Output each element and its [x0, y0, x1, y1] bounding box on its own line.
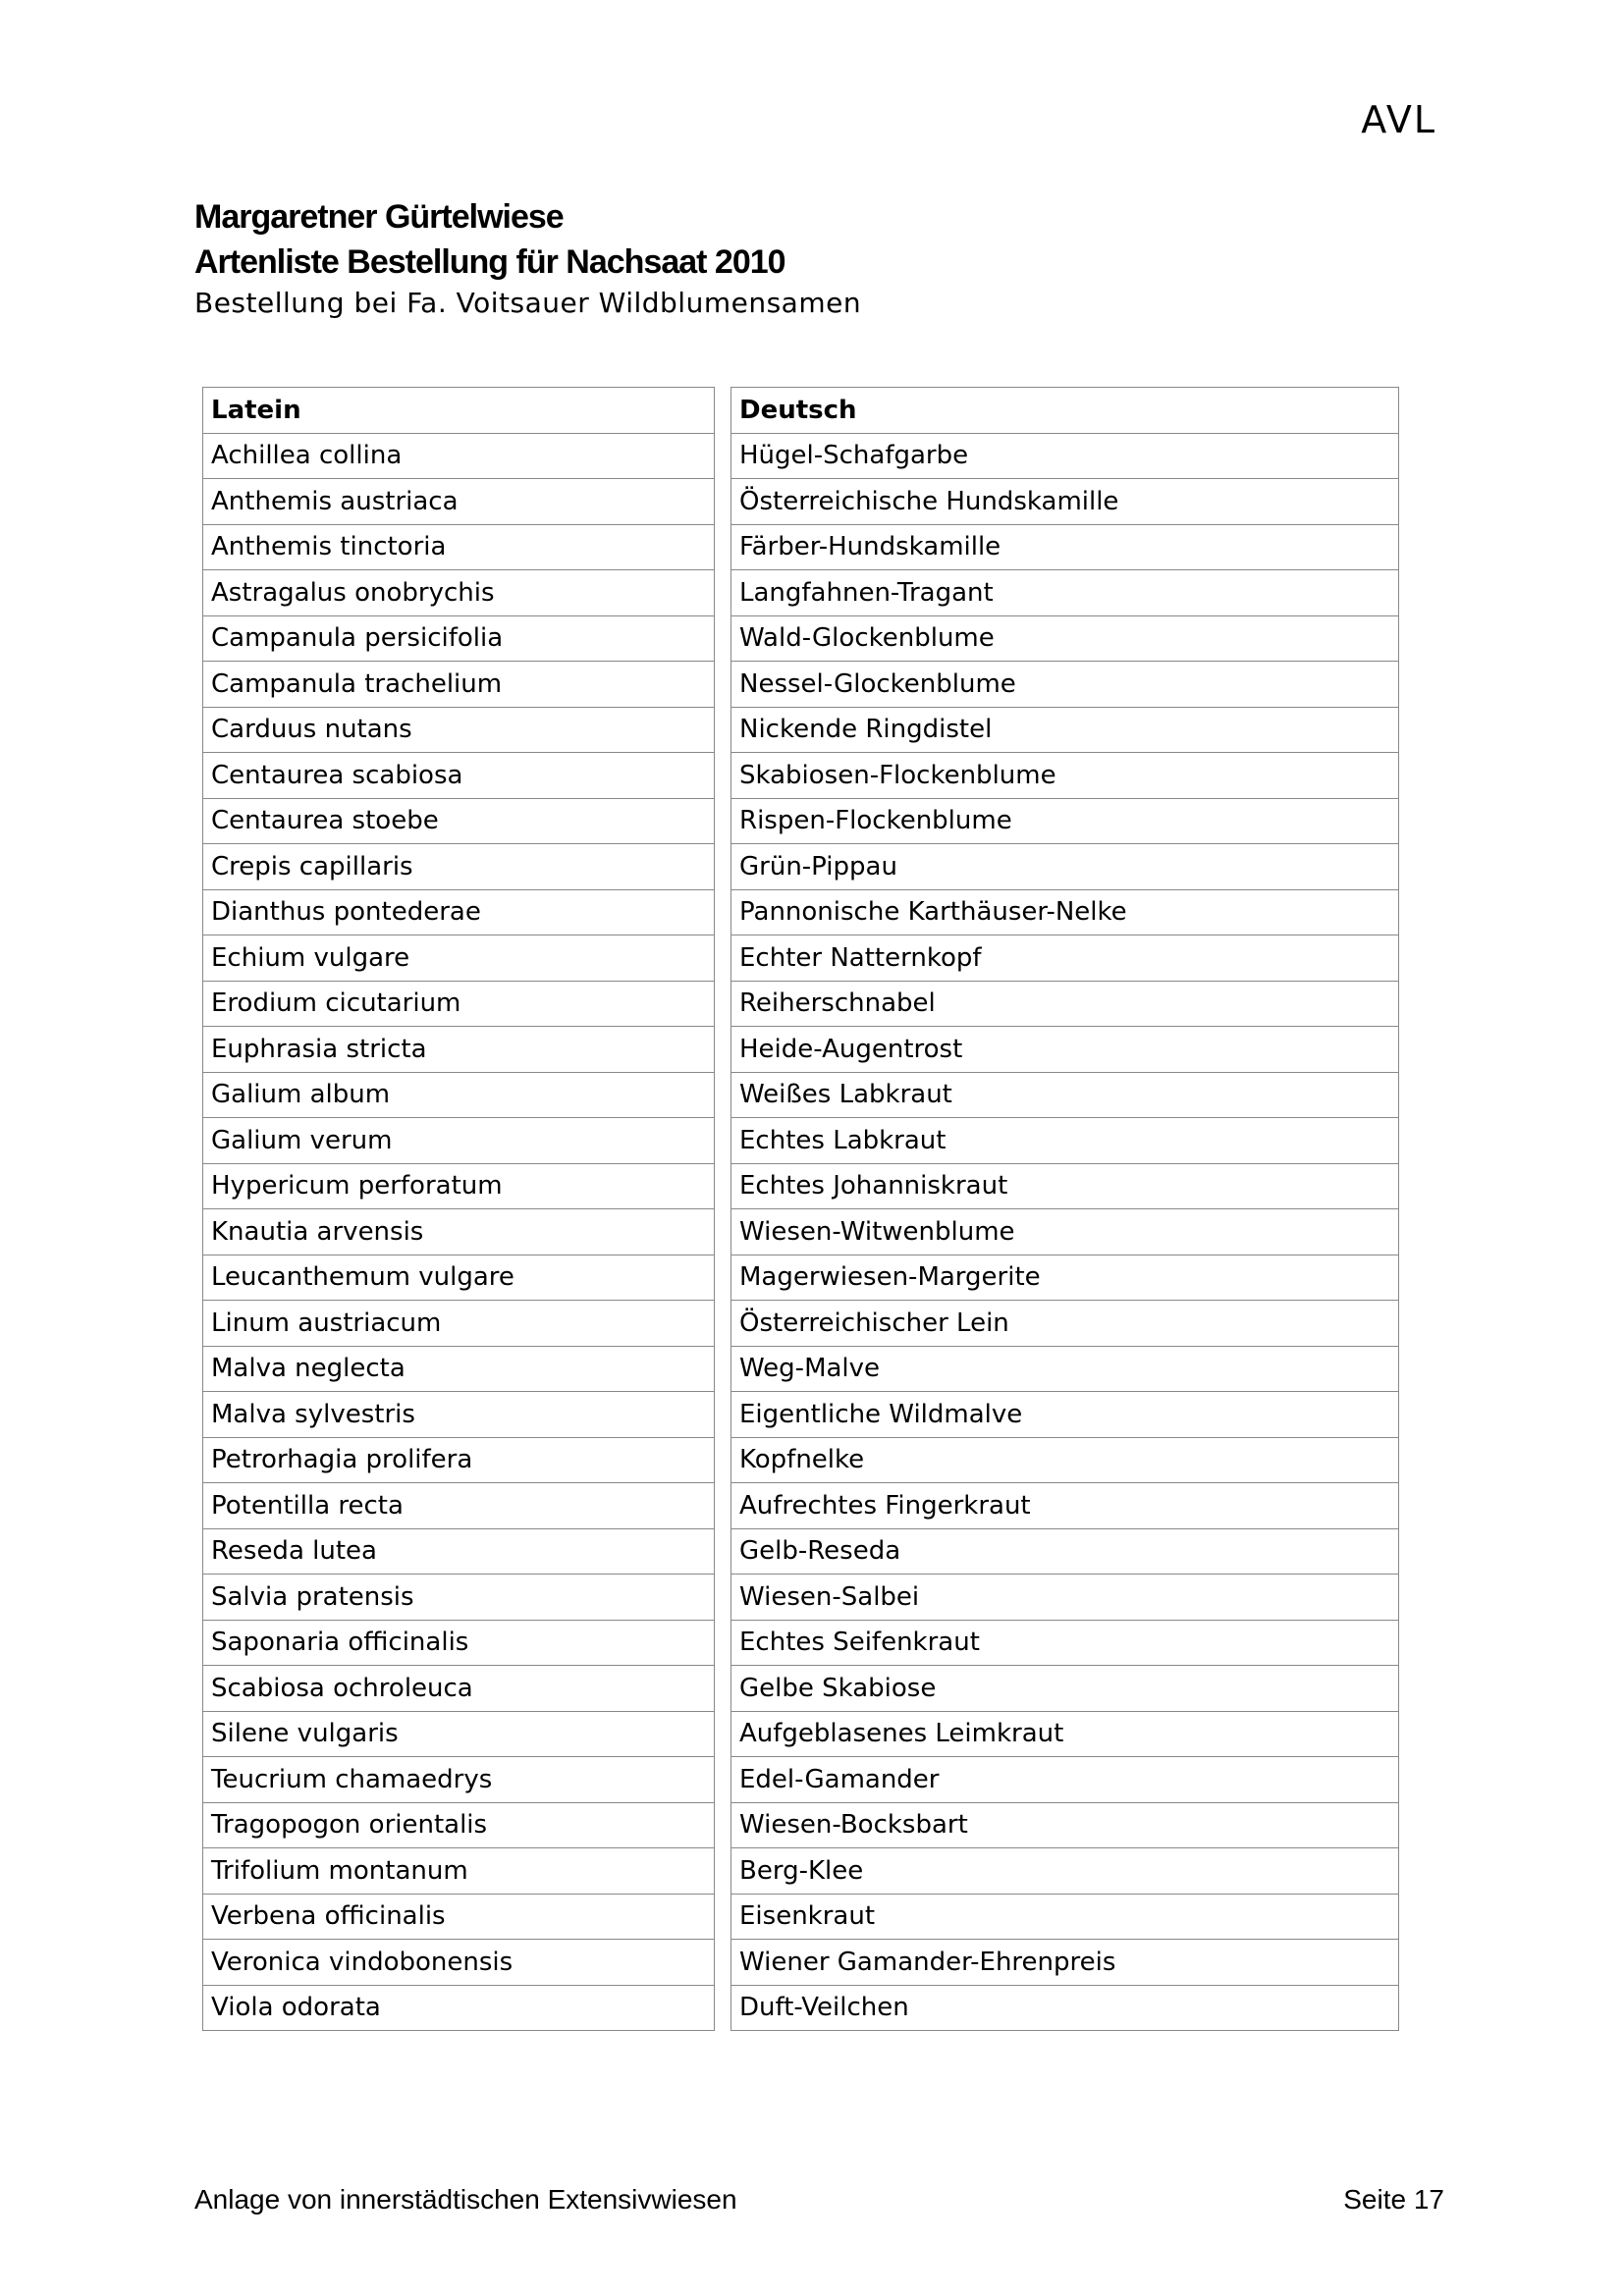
table-row — [731, 1072, 1399, 1118]
latin-name-cell: Astragalus onobrychis — [203, 570, 715, 616]
table-row — [731, 662, 1399, 708]
latin-column-header: Latein — [203, 388, 715, 434]
table-row — [731, 479, 1399, 525]
german-name-cell: Wiesen-Salbei — [731, 1575, 1399, 1621]
table-row — [203, 1483, 715, 1529]
latin-name-cell: Galium verum — [203, 1118, 715, 1164]
table-row — [731, 1255, 1399, 1301]
latin-name-cell: Dianthus pontederae — [203, 889, 715, 935]
table-row — [731, 1575, 1399, 1621]
table-row — [731, 1620, 1399, 1666]
latin-name-cell: Linum austriacum — [203, 1301, 715, 1347]
table-row — [203, 570, 715, 616]
table-row — [203, 479, 715, 525]
table-row — [731, 1027, 1399, 1073]
german-name-cell: Echter Natternkopf — [731, 935, 1399, 982]
german-name-cell: Gelb-Reseda — [731, 1528, 1399, 1575]
table-row — [203, 1437, 715, 1483]
german-name-cell: Aufgeblasenes Leimkraut — [731, 1711, 1399, 1757]
table-row — [203, 1802, 715, 1848]
table-row — [203, 1575, 715, 1621]
table-row — [731, 524, 1399, 570]
table-row — [731, 1848, 1399, 1895]
latin-name-cell: Galium album — [203, 1072, 715, 1118]
german-name-cell: Reiherschnabel — [731, 981, 1399, 1027]
german-name-cell: Duft-Veilchen — [731, 1985, 1399, 2031]
table-row — [203, 1848, 715, 1895]
latin-name-cell: Hypericum perforatum — [203, 1163, 715, 1209]
latin-name-cell: Echium vulgare — [203, 935, 715, 982]
latin-name-cell: Erodium cicutarium — [203, 981, 715, 1027]
table-row — [203, 1666, 715, 1712]
latin-name-cell: Saponaria officinalis — [203, 1620, 715, 1666]
german-name-cell: Österreichischer Lein — [731, 1301, 1399, 1347]
table-row — [203, 1346, 715, 1392]
table-row — [731, 707, 1399, 753]
table-row — [731, 1301, 1399, 1347]
latin-name-cell: Viola odorata — [203, 1985, 715, 2031]
german-name-cell: Edel-Gamander — [731, 1757, 1399, 1803]
latin-names-table — [202, 387, 715, 2031]
table-row — [731, 1346, 1399, 1392]
table-row — [731, 1163, 1399, 1209]
latin-name-cell: Potentilla recta — [203, 1483, 715, 1529]
german-name-cell: Grün-Pippau — [731, 844, 1399, 890]
table-row — [731, 570, 1399, 616]
document-title: Margaretner Gürtelwiese — [194, 198, 564, 236]
latin-name-cell: Silene vulgaris — [203, 1711, 715, 1757]
latin-name-cell: Tragopogon orientalis — [203, 1802, 715, 1848]
german-name-cell: Kopfnelke — [731, 1437, 1399, 1483]
table-row — [731, 844, 1399, 890]
table-row — [203, 1255, 715, 1301]
table-row — [731, 1528, 1399, 1575]
german-name-cell: Pannonische Karthäuser-Nelke — [731, 889, 1399, 935]
table-row — [203, 433, 715, 479]
latin-name-cell: Teucrium chamaedrys — [203, 1757, 715, 1803]
german-name-cell: Echtes Seifenkraut — [731, 1620, 1399, 1666]
latin-name-cell: Campanula persicifolia — [203, 615, 715, 662]
german-name-cell: Langfahnen-Tragant — [731, 570, 1399, 616]
german-name-cell: Nickende Ringdistel — [731, 707, 1399, 753]
german-name-cell: Färber-Hundskamille — [731, 524, 1399, 570]
table-row — [203, 707, 715, 753]
table-row — [203, 1757, 715, 1803]
latin-name-cell: Salvia pratensis — [203, 1575, 715, 1621]
table-row — [731, 1985, 1399, 2031]
latin-name-cell: Achillea collina — [203, 433, 715, 479]
german-name-cell: Echtes Labkraut — [731, 1118, 1399, 1164]
table-row — [203, 1894, 715, 1940]
footer-document-name: Anlage von innerstädtischen Extensivwiesen — [194, 2184, 737, 2215]
german-name-cell: Eisenkraut — [731, 1894, 1399, 1940]
table-row — [731, 981, 1399, 1027]
german-name-cell: Weg-Malve — [731, 1346, 1399, 1392]
german-name-cell: Weißes Labkraut — [731, 1072, 1399, 1118]
german-name-cell: Wiesen-Witwenblume — [731, 1209, 1399, 1255]
table-row — [203, 662, 715, 708]
table-row — [203, 1392, 715, 1438]
table-row — [203, 1301, 715, 1347]
table-row — [203, 1072, 715, 1118]
table-row — [203, 935, 715, 982]
latin-name-cell: Trifolium montanum — [203, 1848, 715, 1895]
table-row — [203, 981, 715, 1027]
german-name-cell: Österreichische Hundskamille — [731, 479, 1399, 525]
table-row — [731, 1940, 1399, 1986]
document-subtitle-order: Artenliste Bestellung für Nachsaat 2010 — [194, 243, 785, 281]
latin-name-cell: Scabiosa ochroleuca — [203, 1666, 715, 1712]
table-row — [731, 1483, 1399, 1529]
german-name-cell: Magerwiesen-Margerite — [731, 1255, 1399, 1301]
german-name-cell: Nessel-Glockenblume — [731, 662, 1399, 708]
latin-name-cell: Centaurea scabiosa — [203, 753, 715, 799]
german-table-body — [731, 433, 1399, 2031]
table-row — [203, 1940, 715, 1986]
latin-name-cell: Centaurea stoebe — [203, 798, 715, 844]
german-name-cell: Skabiosen-Flockenblume — [731, 753, 1399, 799]
table-row — [203, 1620, 715, 1666]
table-header-row — [731, 388, 1399, 434]
table-row — [203, 844, 715, 890]
table-header-row — [203, 388, 715, 434]
latin-name-cell: Petrorhagia prolifera — [203, 1437, 715, 1483]
german-name-cell: Echtes Johanniskraut — [731, 1163, 1399, 1209]
german-name-cell: Wiesen-Bocksbart — [731, 1802, 1399, 1848]
german-name-cell: Wiener Gamander-Ehrenpreis — [731, 1940, 1399, 1986]
table-row — [731, 1209, 1399, 1255]
german-name-cell: Aufrechtes Fingerkraut — [731, 1483, 1399, 1529]
latin-name-cell: Euphrasia stricta — [203, 1027, 715, 1073]
avl-logo: AVL — [1361, 98, 1436, 141]
latin-name-cell: Anthemis tinctoria — [203, 524, 715, 570]
table-row — [731, 889, 1399, 935]
latin-name-cell: Anthemis austriaca — [203, 479, 715, 525]
supplier-note: Bestellung bei Fa. Voitsauer Wildblumensamen — [194, 287, 862, 319]
table-row — [731, 1757, 1399, 1803]
table-row — [731, 1392, 1399, 1438]
german-name-cell: Eigentliche Wildmalve — [731, 1392, 1399, 1438]
latin-name-cell: Campanula trachelium — [203, 662, 715, 708]
latin-name-cell: Reseda lutea — [203, 1528, 715, 1575]
table-row — [203, 524, 715, 570]
page-number: Seite 17 — [1343, 2184, 1444, 2215]
latin-name-cell: Verbena officinalis — [203, 1894, 715, 1940]
table-row — [731, 1118, 1399, 1164]
german-name-cell: Rispen-Flockenblume — [731, 798, 1399, 844]
table-row — [731, 1711, 1399, 1757]
german-name-cell: Wald-Glockenblume — [731, 615, 1399, 662]
german-name-cell: Heide-Augentrost — [731, 1027, 1399, 1073]
table-row — [731, 1437, 1399, 1483]
table-row — [203, 1163, 715, 1209]
table-row — [731, 753, 1399, 799]
table-row — [731, 1894, 1399, 1940]
table-row — [731, 1802, 1399, 1848]
table-row — [203, 615, 715, 662]
table-row — [731, 798, 1399, 844]
table-row — [731, 935, 1399, 982]
table-row — [203, 798, 715, 844]
table-row — [203, 1528, 715, 1575]
table-row — [731, 433, 1399, 479]
title-block — [194, 194, 861, 322]
table-row — [203, 1027, 715, 1073]
german-name-cell: Berg-Klee — [731, 1848, 1399, 1895]
latin-name-cell: Leucanthemum vulgare — [203, 1255, 715, 1301]
latin-name-cell: Carduus nutans — [203, 707, 715, 753]
latin-name-cell: Malva sylvestris — [203, 1392, 715, 1438]
table-row — [731, 1666, 1399, 1712]
german-column-header: Deutsch — [731, 388, 1399, 434]
latin-name-cell: Crepis capillaris — [203, 844, 715, 890]
latin-name-cell: Veronica vindobonensis — [203, 1940, 715, 1986]
latin-table-body — [203, 433, 715, 2031]
german-names-table — [730, 387, 1399, 2031]
table-row — [203, 1209, 715, 1255]
table-row — [203, 889, 715, 935]
latin-name-cell: Malva neglecta — [203, 1346, 715, 1392]
german-name-cell: Gelbe Skabiose — [731, 1666, 1399, 1712]
table-row — [203, 1985, 715, 2031]
table-row — [203, 1711, 715, 1757]
german-name-cell: Hügel-Schafgarbe — [731, 433, 1399, 479]
latin-name-cell: Knautia arvensis — [203, 1209, 715, 1255]
table-row — [203, 1118, 715, 1164]
table-row — [203, 753, 715, 799]
table-row — [731, 615, 1399, 662]
